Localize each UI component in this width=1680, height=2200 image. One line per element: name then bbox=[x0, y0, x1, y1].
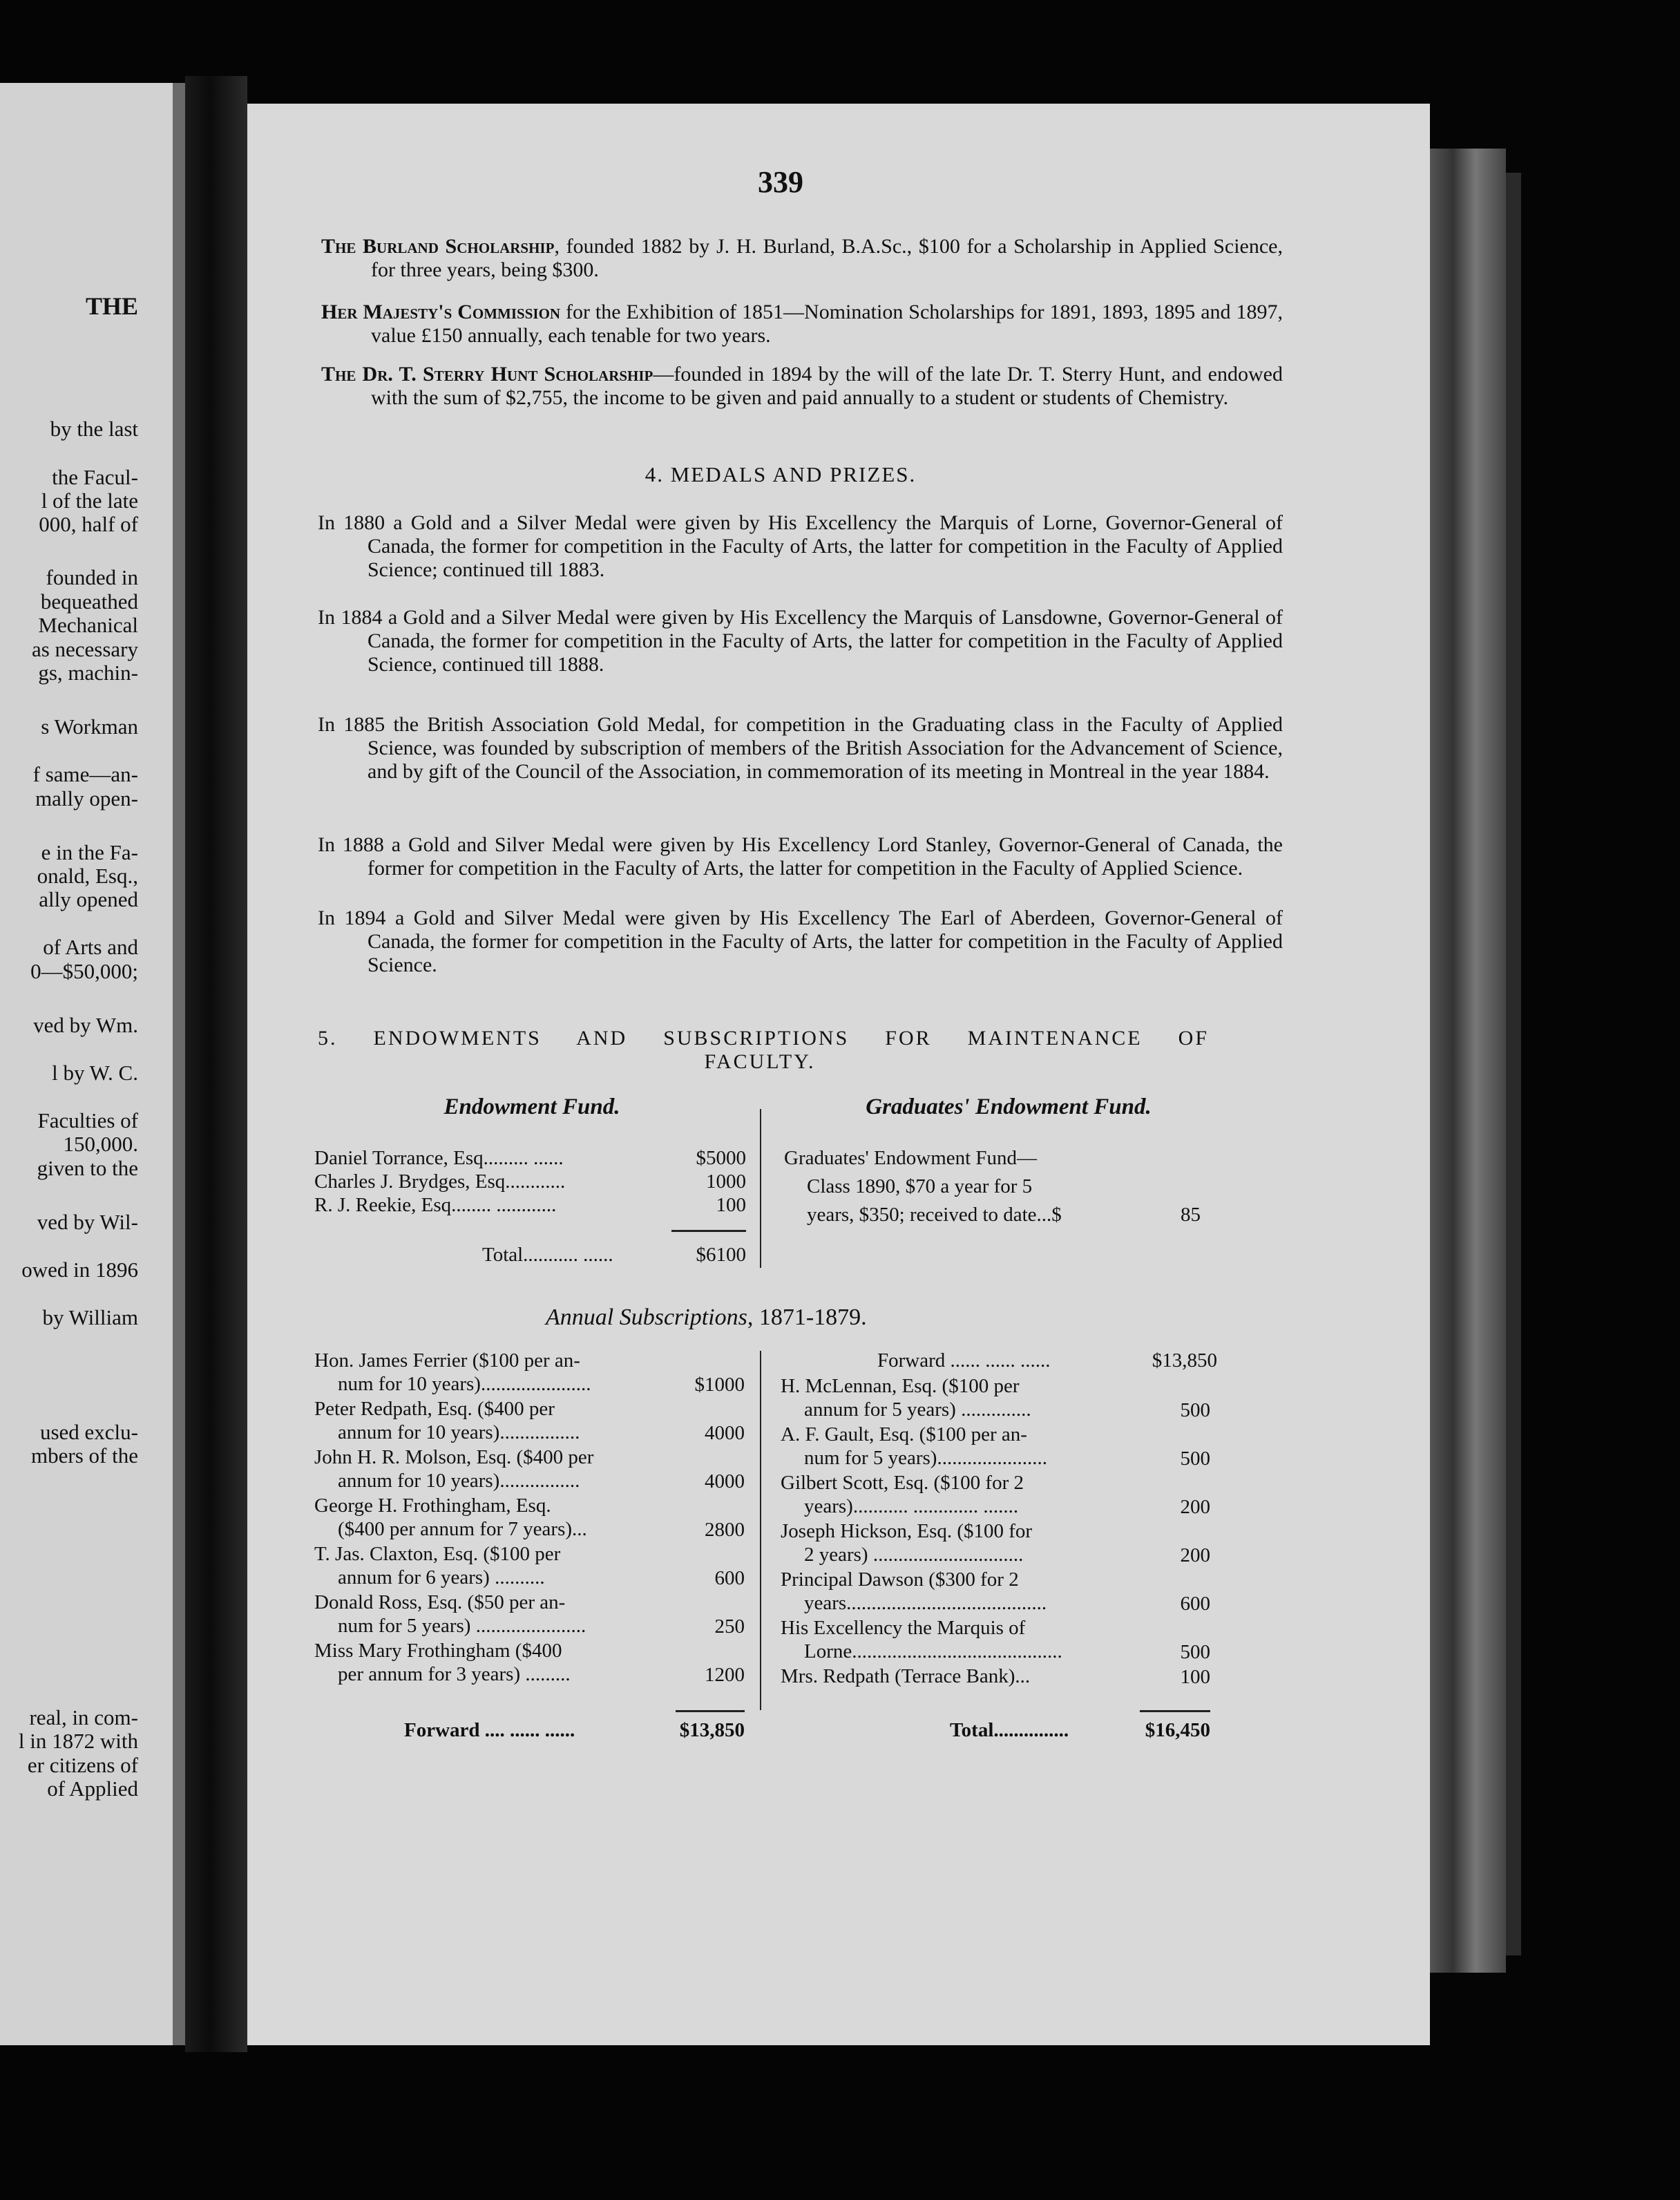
left-page-line: l of the late bbox=[41, 489, 138, 513]
subscription-line: years........................................ bbox=[804, 1592, 1047, 1614]
annual-subscriptions-years: , 1871-1879. bbox=[747, 1305, 867, 1330]
annual-right-forward-amount: $13,850 bbox=[1152, 1349, 1217, 1372]
endowments-heading: 5. ENDOWMENTS AND SUBSCRIPTIONS FOR MAINTENANCE OF bbox=[318, 1027, 1209, 1050]
scholarship-text: for the Exhibition of 1851—Nomination Scholarships for 1891, 1893, 1895 and 1897, value £150 annually, each tenable for two years. bbox=[371, 301, 1283, 347]
endowment-row-label: R. J. Reekie, Esq........ ............ bbox=[314, 1194, 557, 1216]
subscription-line: num for 5 years)...................... bbox=[804, 1447, 1047, 1469]
subscription-line: John H. R. Molson, Esq. ($400 per bbox=[314, 1446, 594, 1468]
annual-right-rule bbox=[1140, 1710, 1210, 1712]
left-page-line: of Arts and bbox=[43, 935, 138, 959]
left-page-line: onald, Esq., bbox=[37, 864, 138, 888]
left-page-line: as necessary bbox=[31, 637, 138, 661]
subscription-line: num for 5 years) ...................... bbox=[338, 1615, 586, 1637]
subscription-line: H. McLennan, Esq. ($100 per bbox=[781, 1375, 1020, 1397]
subscription-line: Hon. James Ferrier ($100 per an- bbox=[314, 1349, 580, 1372]
annual-left-forward-label: Forward .... ...... ...... bbox=[404, 1719, 575, 1741]
subscription-amount: 100 bbox=[1180, 1666, 1210, 1688]
left-page-line: by the last bbox=[50, 417, 138, 441]
scholarship-name: Her Majesty's Commission bbox=[321, 301, 561, 323]
annual-column-divider bbox=[760, 1351, 761, 1710]
subscription-amount: 500 bbox=[1180, 1641, 1210, 1663]
endowment-row-label: Charles J. Brydges, Esq............ bbox=[314, 1170, 566, 1193]
page-number: 339 bbox=[758, 165, 803, 199]
subscription-amount: $1000 bbox=[694, 1374, 745, 1396]
left-page-line: Faculties of bbox=[37, 1108, 138, 1132]
scholarship-entry bbox=[321, 301, 1283, 348]
medal-entry: In 1880 a Gold and a Silver Medal were given by His Excellency the Marquis of Lorne, Governor-General of Canada, the former for competition in the Faculty of Arts, the latter for competition in the Faculty of Applied Science; continued till 1883. bbox=[318, 511, 1283, 581]
subscription-line: A. F. Gault, Esq. ($100 per an- bbox=[781, 1423, 1027, 1445]
left-page-line: the Facul- bbox=[52, 465, 138, 489]
subscription-line: Miss Mary Frothingham ($400 bbox=[314, 1640, 562, 1662]
medal-entry: In 1885 the British Association Gold Medal, for competition in the Graduating class in the Faculty of Applied Science, was founded by subscription of members of the British Association for the Advancement of Science, and by gift of the Council of the Association, in commemoration of its meeting in Montreal in the year 1884. bbox=[318, 713, 1283, 783]
subscription-line: Principal Dawson ($300 for 2 bbox=[781, 1568, 1019, 1591]
subscription-line: ($400 per annum for 7 years)... bbox=[338, 1518, 587, 1540]
left-page-line: THE bbox=[85, 294, 138, 319]
graduates-fund-line: Class 1890, $70 a year for 5 bbox=[807, 1175, 1033, 1197]
medal-entry: In 1888 a Gold and Silver Medal were given by His Excellency Lord Stanley, Governor-General of Canada, the former for competition in the Faculty of Arts, the latter for competition in the Faculty of Applied Science. bbox=[318, 833, 1283, 880]
left-page-line: 150,000. bbox=[63, 1132, 138, 1156]
book-gutter bbox=[185, 76, 247, 2052]
annual-left-rule bbox=[676, 1710, 745, 1712]
subscription-line: Gilbert Scott, Esq. ($100 for 2 bbox=[781, 1472, 1024, 1494]
left-page-line: mbers of the bbox=[31, 1443, 138, 1468]
subscription-amount: 1200 bbox=[705, 1664, 745, 1686]
scholarship-text: —founded in 1894 by the will of the late Dr. T. Sterry Hunt, and endowed with the sum of $2,755, the income to be given and paid annually to a student or students of Chemistry. bbox=[371, 363, 1283, 409]
graduates-fund-line: Graduates' Endowment Fund— bbox=[784, 1147, 1038, 1169]
left-page-line: ved by Wm. bbox=[33, 1013, 138, 1037]
graduates-fund-line: years, $350; received to date...$ bbox=[807, 1204, 1062, 1226]
left-page-line: 0—$50,000; bbox=[30, 959, 138, 983]
annual-left-forward-amount: $13,850 bbox=[679, 1719, 745, 1741]
left-page-line: f same—an- bbox=[32, 762, 138, 786]
scholarship-entry bbox=[321, 363, 1283, 410]
left-page-line: mally open- bbox=[35, 786, 138, 810]
annual-subscriptions-title: Annual Subscriptions bbox=[546, 1305, 747, 1330]
subscription-amount: 4000 bbox=[705, 1470, 745, 1492]
subscription-amount: 500 bbox=[1180, 1448, 1210, 1470]
book-edge-shadow bbox=[1506, 173, 1521, 1955]
medal-entry: In 1894 a Gold and Silver Medal were given by His Excellency The Earl of Aberdeen, Governor-General of Canada, the former for competition in the Faculty of Arts, the latter for competition in the Faculty of Applied Science. bbox=[318, 907, 1283, 976]
left-page-line: bequeathed bbox=[40, 589, 138, 614]
left-page-line: l in 1872 with bbox=[18, 1729, 138, 1753]
left-page-line: Mechanical bbox=[38, 613, 138, 637]
left-page-line: by William bbox=[42, 1305, 138, 1329]
graduates-fund-title: Graduates' Endowment Fund. bbox=[866, 1094, 1152, 1119]
scholarship-name: The Burland Scholarship bbox=[321, 235, 555, 258]
subscription-line: annum for 6 years) .......... bbox=[338, 1566, 545, 1589]
scholarship-text: , founded 1882 by J. H. Burland, B.A.Sc., $100 for a Scholarship in Applied Science, for three years, being $300. bbox=[371, 235, 1283, 281]
graduates-fund-amount: 85 bbox=[1181, 1204, 1201, 1226]
medals-heading: 4. MEDALS AND PRIZES. bbox=[645, 462, 917, 486]
left-page-line: l by W. C. bbox=[52, 1061, 138, 1085]
left-page-line: er citizens of bbox=[27, 1753, 138, 1777]
annual-total-amount: $16,450 bbox=[1145, 1719, 1210, 1741]
scholarship-name: The Dr. T. Sterry Hunt Scholarship bbox=[321, 363, 653, 386]
scholarship-entry bbox=[321, 235, 1283, 282]
left-page-line: of Applied bbox=[47, 1776, 138, 1801]
subscription-line: 2 years) .............................. bbox=[804, 1544, 1024, 1566]
subscription-line: years)........... ............. ....... bbox=[804, 1495, 1019, 1517]
subscription-amount: 200 bbox=[1180, 1544, 1210, 1566]
endowment-column-divider bbox=[760, 1109, 761, 1268]
subscription-line: T. Jas. Claxton, Esq. ($100 per bbox=[314, 1543, 561, 1565]
left-page-line: real, in com- bbox=[29, 1705, 138, 1729]
subscription-line: per annum for 3 years) ......... bbox=[338, 1663, 571, 1685]
left-page-line: e in the Fa- bbox=[41, 840, 138, 864]
subscription-amount: 2800 bbox=[705, 1519, 745, 1541]
left-page-line: founded in bbox=[46, 565, 138, 589]
left-page-line: s Workman bbox=[41, 714, 138, 739]
subscription-amount: 200 bbox=[1180, 1496, 1210, 1518]
subscription-amount: 600 bbox=[714, 1567, 745, 1589]
annual-total-label: Total............... bbox=[950, 1719, 1069, 1741]
annual-right-forward-label: Forward ...... ...... ...... bbox=[877, 1349, 1051, 1372]
endowment-row-amount: $5000 bbox=[696, 1147, 746, 1169]
subscription-line: Peter Redpath, Esq. ($400 per bbox=[314, 1398, 555, 1420]
subscription-line: Donald Ross, Esq. ($50 per an- bbox=[314, 1591, 566, 1613]
left-page-line: owed in 1896 bbox=[21, 1258, 138, 1282]
endowment-row-amount: 1000 bbox=[706, 1170, 746, 1193]
left-page-line: gs, machin- bbox=[38, 661, 138, 685]
subscription-amount: 600 bbox=[1180, 1593, 1210, 1615]
left-page-line: given to the bbox=[37, 1156, 138, 1180]
subscription-line: annum for 10 years)................ bbox=[338, 1470, 580, 1492]
subscription-amount: 4000 bbox=[705, 1422, 745, 1444]
left-page-line: ally opened bbox=[39, 887, 138, 911]
subscription-amount: 500 bbox=[1180, 1399, 1210, 1421]
left-page-line: ved by Wil- bbox=[37, 1210, 138, 1234]
subscription-amount: 250 bbox=[714, 1615, 745, 1638]
subscription-line: George H. Frothingham, Esq. bbox=[314, 1495, 551, 1517]
subscription-line: num for 10 years)...................... bbox=[338, 1373, 591, 1395]
subscription-line: Joseph Hickson, Esq. ($100 for bbox=[781, 1520, 1033, 1542]
medal-entry: In 1884 a Gold and a Silver Medal were given by His Excellency the Marquis of Lansdowne, Governor-General of Canada, the former for competition in the Faculty of Arts, the latter for competition in the Faculty of Applied Science, continued till 1888. bbox=[318, 606, 1283, 676]
subscription-line: annum for 10 years)................ bbox=[338, 1421, 580, 1443]
subscription-line: Mrs. Redpath (Terrace Bank)... bbox=[781, 1665, 1031, 1687]
endowment-row-amount: 100 bbox=[716, 1194, 746, 1216]
endowment-row-label: Daniel Torrance, Esq......... ...... bbox=[314, 1147, 564, 1169]
endowment-total-rule bbox=[671, 1230, 746, 1232]
subscription-line: His Excellency the Marquis of bbox=[781, 1617, 1026, 1639]
book-edge bbox=[1430, 149, 1506, 1973]
endowments-heading-line2: FACULTY. bbox=[704, 1050, 816, 1073]
left-page-line: 000, half of bbox=[39, 512, 138, 536]
endowment-total-label: Total........... ...... bbox=[482, 1244, 613, 1266]
left-page-line: used exclu- bbox=[39, 1420, 138, 1444]
subscription-line: annum for 5 years) .............. bbox=[804, 1398, 1031, 1421]
annual-subscriptions-heading bbox=[546, 1305, 867, 1331]
endowment-fund-title: Endowment Fund. bbox=[443, 1094, 620, 1119]
endowment-total-amount: $6100 bbox=[696, 1244, 746, 1266]
subscription-line: Lorne.......................................... bbox=[804, 1640, 1062, 1662]
